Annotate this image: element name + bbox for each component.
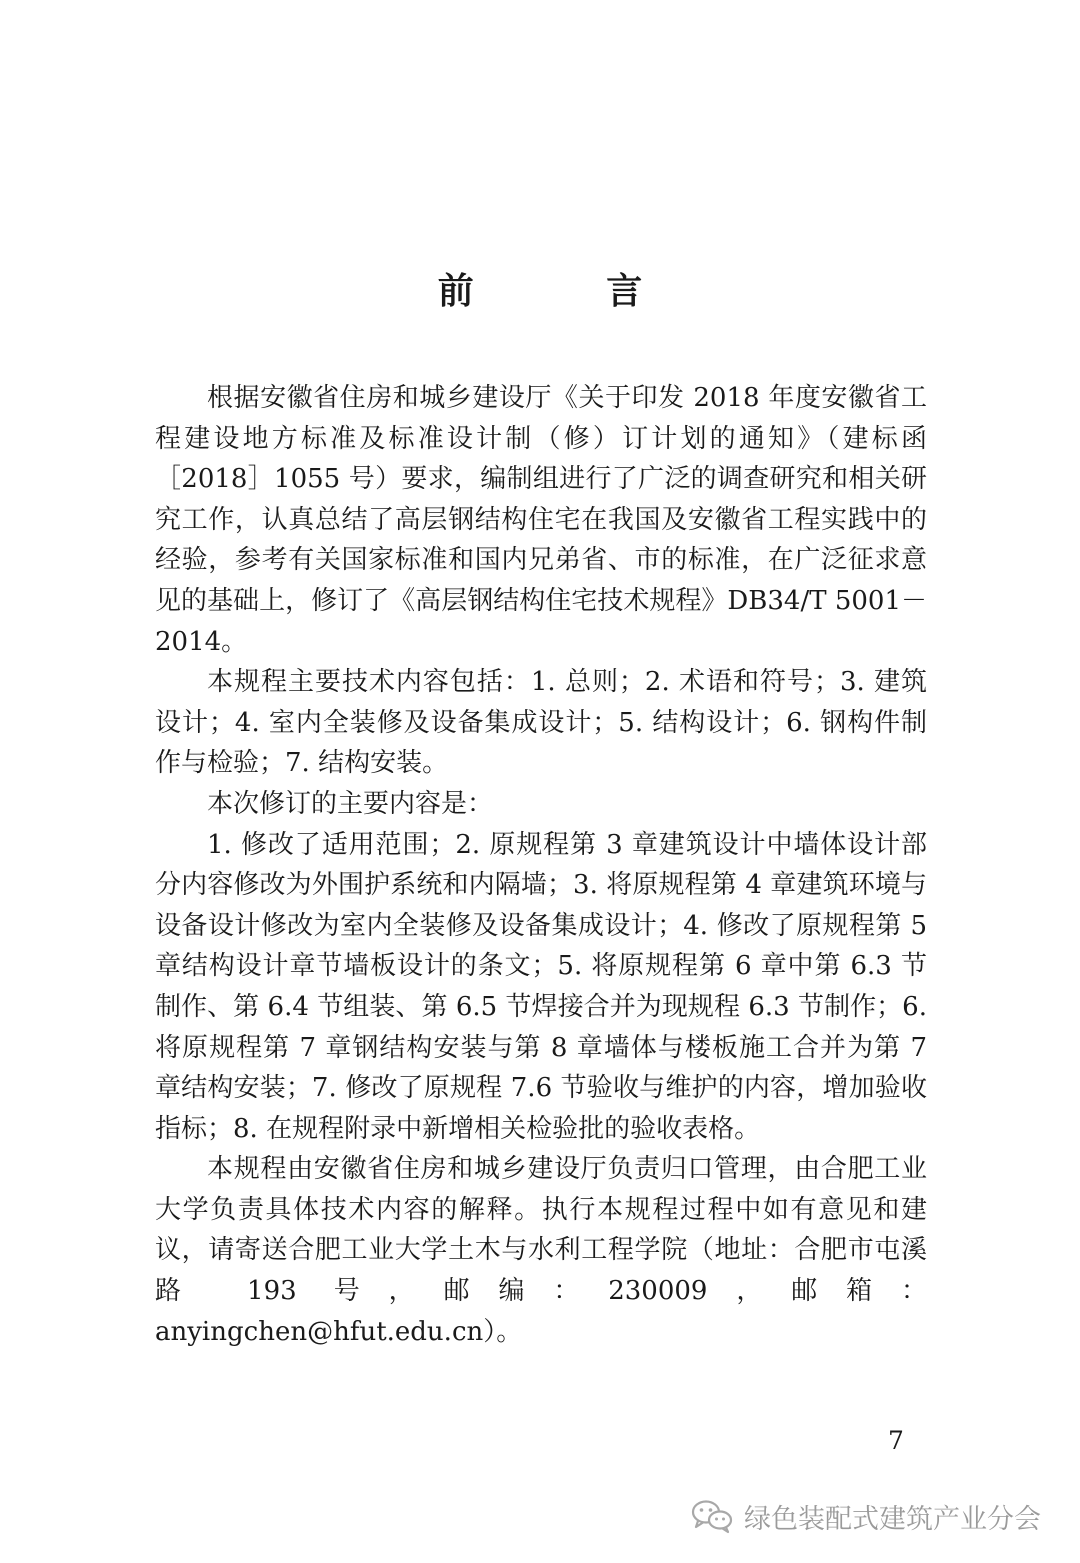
paragraph-management: 本规程由安徽省住房和城乡建设厅负责归口管理，由合肥工业大学负责具体技术内容的解释。执行本规程过程中如有意见和建议，请寄送合肥工业大学土木与水利工程学院（地址：合肥市屯溪路 193 号，邮编：230009，邮箱：anyingchen@hfut.edu.cn）。	[155, 1154, 927, 1347]
paragraph-basis: 根据安徽省住房和城乡建设厅《关于印发 2018 年度安徽省工程建设地方标准及标准设计制（修）订计划的通知》（建标函［2018］1055 号）要求，编制组进行了广泛的调查研究和相关研究工作，认真总结了高层钢结构住宅在我国及安徽省工程实践中的经验，参考有关国家标准和国内兄弟省、市的标准，在广泛征求意见的基础上，修订了《高层钢结构住宅技术规程》DB34/T 5001－2014。	[155, 383, 927, 657]
page-number: 7	[888, 1426, 904, 1455]
paragraph-main-content: 本规程主要技术内容包括：1. 总则；2. 术语和符号；3. 建筑设计；4. 室内全装修及设备集成设计；5. 结构设计；6. 钢构件制作与检验；7. 结构安装。	[155, 667, 927, 779]
page-title: 前 言	[437, 271, 703, 312]
watermark	[690, 1494, 1041, 1538]
paragraph-revision-intro: 本次修订的主要内容是：	[207, 788, 494, 819]
watermark-text: 绿色装配式建筑产业分会	[744, 1503, 1041, 1535]
paragraph-revision-list: 1. 修改了适用范围；2. 原规程第 3 章建筑设计中墙体设计部分内容修改为外围护系统和内隔墙；3. 将原规程第 4 章建筑环境与设备设计修改为室内全装修及设备集成设计；4. 修改了原规程第 5 章结构设计章节墙板设计的条文；5. 将原规程第 6 章中第 6.3 节制作、第 6.4 节组装、第 6.5 节焊接合并为现规程 6.3 节制作；6. 将原规程第 7 章钢结构安装与第 8 章墙体与楼板施工合并为第 7 章结构安装；7. 修改了原规程 7.6 节验收与维护的内容，增加验收指标；8. 在规程附录中新增相关检验批的验收表格。	[155, 829, 927, 1144]
body-text	[155, 378, 927, 1352]
wechat-icon	[690, 1498, 734, 1534]
